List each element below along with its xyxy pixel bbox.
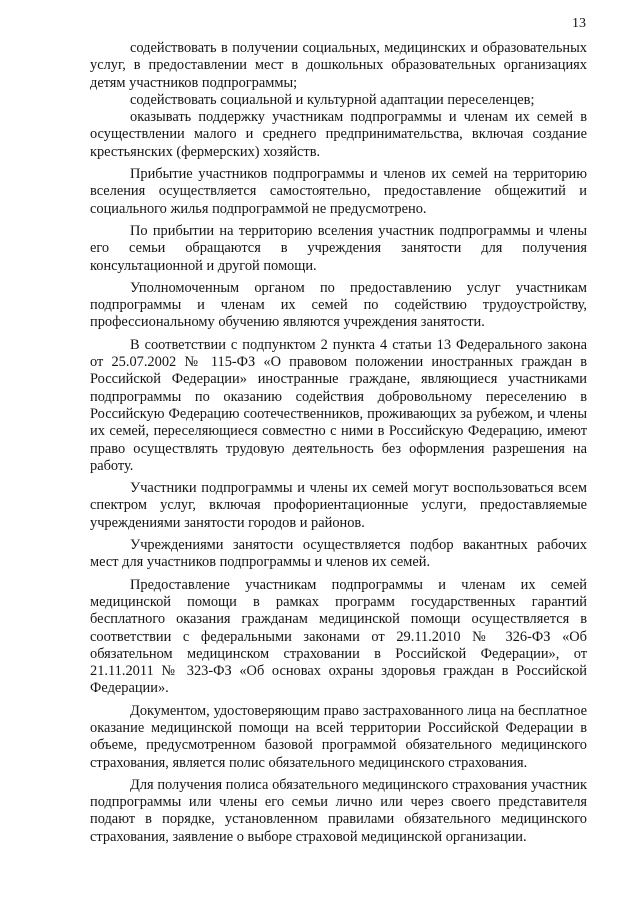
document-body — [90, 40, 587, 846]
paragraph: Прибытие участников подпрограммы и членов их семей на территорию вселения осуществляется самостоятельно, предоставление общежитий и социального жилья подпрограммой не предусмотрено. — [90, 166, 587, 217]
paragraph: Учреждениями занятости осуществляется подбор вакантных рабочих мест для участников подпрограммы и членов их семей. — [90, 537, 587, 571]
paragraph: содействовать социальной и культурной адаптации переселенцев; — [130, 91, 535, 108]
paragraph: Участники подпрограммы и члены их семей могут воспользоваться всем спектром услуг, включая профориентационные услуги, предоставляемые учреждениями занятости городов и районов. — [90, 480, 587, 531]
paragraph: По прибытии на территорию вселения участник подпрограммы и члены его семьи обращаются в учреждения занятости для получения консультационной и другой помощи. — [90, 222, 587, 274]
paragraph: оказывать поддержку участникам подпрограммы и членам их семей в осуществлении малого и среднего предпринимательства, включая создание крестьянских (фермерских) хозяйств. — [90, 109, 587, 160]
paragraph: Для получения полиса обязательного медицинского страхования участник подпрограммы или члены его семьи лично или через своего представителя подают в порядке, установленном правилами обязательного медицинского страхования, заявление о выборе страховой медицинской организации. — [90, 776, 587, 845]
page-number: 13 — [572, 16, 586, 31]
paragraph: содействовать в получении социальных, медицинских и образовательных услуг, в предоставлении мест в дошкольных образовательных организациях детям участников подпрограммы; — [90, 40, 587, 91]
paragraph: В соответствии с подпунктом 2 пункта 4 статьи 13 Федерального закона от 25.07.2002 № 115-ФЗ «О правовом положении иностранных граждан в Российской Федерации» иностранные граждане, являющиеся участниками подпрограммы по оказанию содействия добровольному переселению в Российскую Федерацию соотечественников, проживающих за рубежом, и члены их семей, переселяющиеся совместно с ними в Российскую Федерацию, имеют право осуществлять трудовую деятельность без оформления разрешения на работу. — [90, 336, 587, 474]
paragraph: Предоставление участникам подпрограммы и членам их семей медицинской помощи в рамках программ государственных гарантий бесплатного оказания гражданам медицинской помощи осуществляется в соответствии с федеральными законами от 29.11.2010 № 326-ФЗ «Об обязательном медицинском страховании в Российской Федерации», от 21.11.2011 № 323-ФЗ «Об основах охраны здоровья граждан в Российской Федерации». — [90, 576, 587, 697]
paragraph: Документом, удостоверяющим право застрахованного лица на бесплатное оказание медицинской помощи на всей территории Российской Федерации в объеме, предусмотренном базовой программой обязательного медицинского страхования, является полис обязательного медицинского страхования. — [90, 702, 587, 771]
paragraph: Уполномоченным органом по предоставлению услуг участникам подпрограммы и членам их семей по содействию трудоустройству, профессиональному обучению являются учреждения занятости. — [90, 279, 587, 331]
